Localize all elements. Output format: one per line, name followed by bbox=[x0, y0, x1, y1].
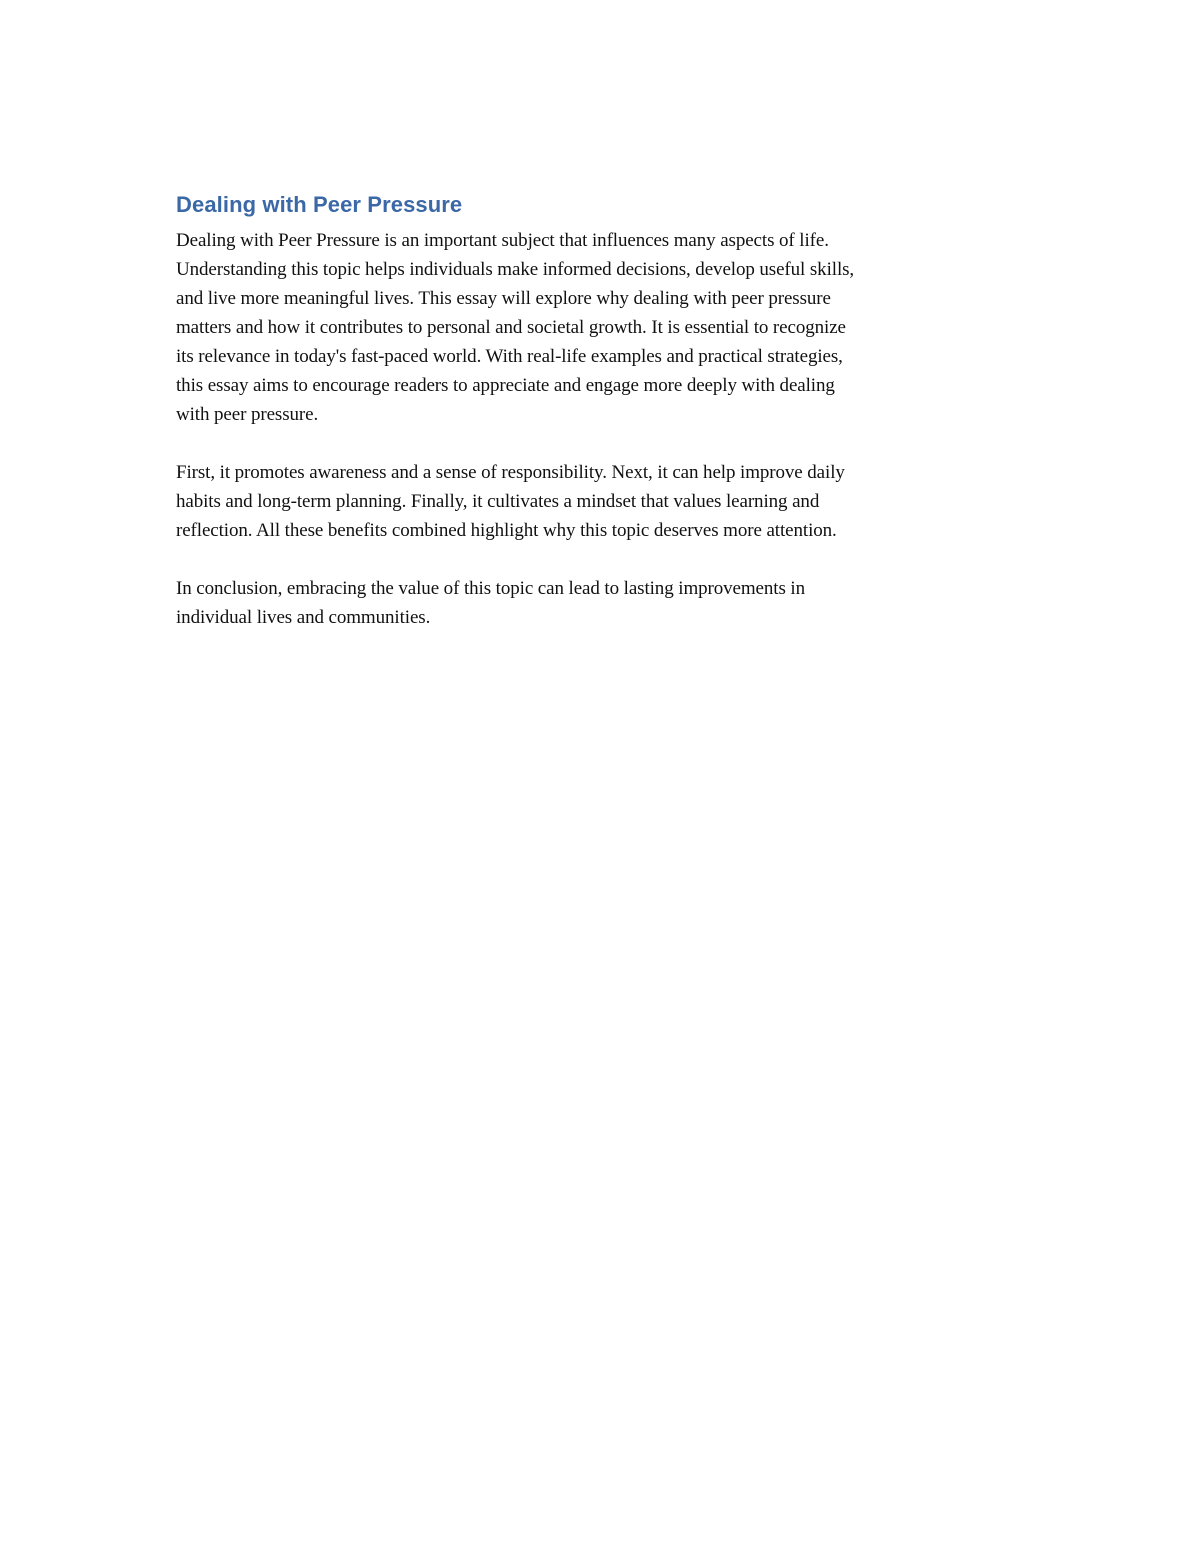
text-line: with peer pressure. bbox=[176, 404, 319, 425]
text-line: its relevance in today's fast-paced world. With real-life examples and practical strategies, bbox=[176, 346, 843, 367]
text-line: reflection. All these benefits combined highlight why this topic deserves more attention. bbox=[176, 520, 837, 541]
document-title: Dealing with Peer Pressure bbox=[176, 192, 463, 217]
text-line: habits and long-term planning. Finally, it cultivates a mindset that values learning and bbox=[176, 491, 820, 512]
paragraph-intro bbox=[176, 226, 1016, 429]
text-line: In conclusion, embracing the value of this topic can lead to lasting improvements in bbox=[176, 578, 805, 599]
paragraph-body bbox=[176, 458, 1016, 545]
text-line: and live more meaningful lives. This essay will explore why dealing with peer pressure bbox=[176, 288, 831, 309]
text-line: Understanding this topic helps individuals make informed decisions, develop useful skills, bbox=[176, 259, 855, 280]
text-line: this essay aims to encourage readers to appreciate and engage more deeply with dealing bbox=[176, 375, 835, 396]
text-line: matters and how it contributes to personal and societal growth. It is essential to recognize bbox=[176, 317, 846, 338]
document-page bbox=[176, 190, 1016, 661]
text-line: individual lives and communities. bbox=[176, 607, 431, 628]
text-line: First, it promotes awareness and a sense of responsibility. Next, it can help improve daily bbox=[176, 462, 845, 483]
paragraph-conclusion bbox=[176, 574, 1016, 632]
text-line: Dealing with Peer Pressure is an important subject that influences many aspects of life. bbox=[176, 230, 829, 251]
